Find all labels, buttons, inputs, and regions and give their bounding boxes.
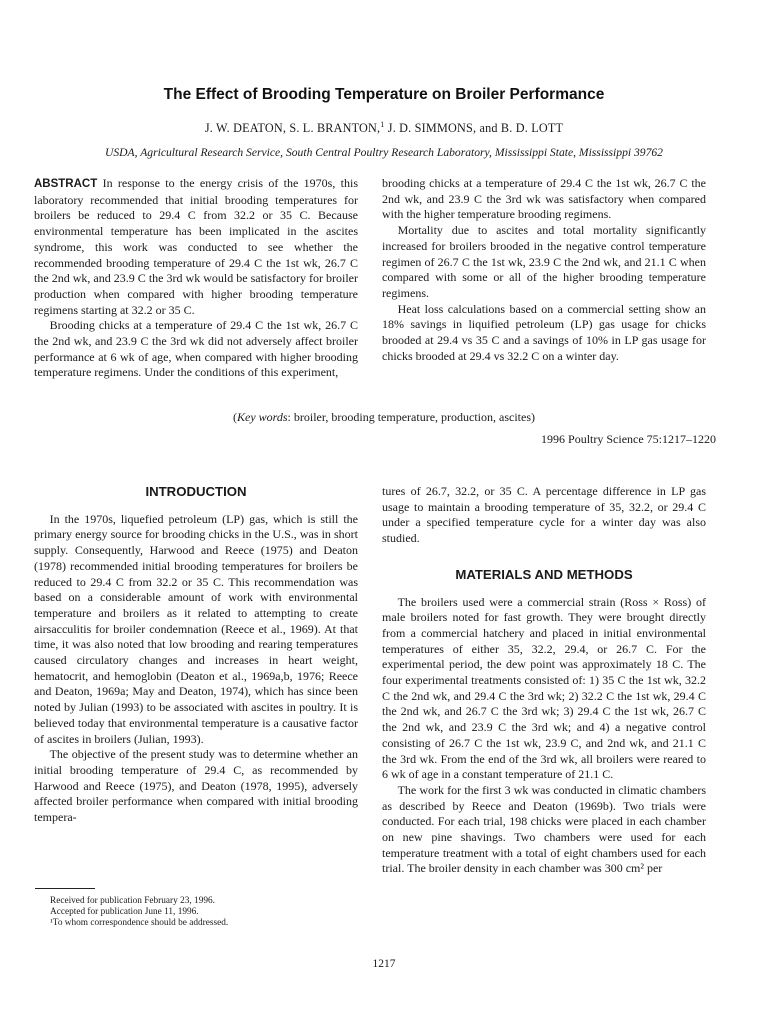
abstract-paragraph-1 — [34, 176, 358, 318]
body-left-column — [34, 484, 358, 826]
abstract-right-column — [382, 176, 706, 364]
abstract-paragraph-5: Heat loss calculations based on a commercial setting show an 18% savings in liquified petroleum (LP) gas usage for chicks brooded at 29.4 vs 35 C and a savings of 10% in LP gas usage for chicks brooded at 29.4 vs 32.2 C on a winter day. — [382, 301, 706, 363]
footnote-accepted: Accepted for publication June 11, 1996. — [50, 907, 199, 917]
introduction-paragraph-1: In the 1970s, liquefied petroleum (LP) gas, which is still the primary energy source for brooding chicks in the U.S., was in short supply. Consequently, Harwood and Reece (1975) and Deaton (1978) recommended initial brooding temperatures for broilers be reduced to 29.4 C from 32.2 or 35 C. This recommendation was based on a considerable amount of work with environmental temperature and broilers as it related to attempting to create airsacculitis for broiler condemnation (Reece et al., 1969). At that time, it was also noted that low brooding and rearing temperatures caused circulatory changes and increases in heart weight, hematocrit, and hemoglobin (Deaton et al., 1969a,b, 1976; Reece and Deaton, 1969a; May and Deaton, 1974), which has since been noted by Julian (1993) to be associated with ascites in poultry. It is believed today that environmental temperature is a causative factor of ascites in broilers (Julian, 1993). — [34, 511, 358, 746]
abstract-text-1: In response to the energy crisis of the 1970s, this laboratory recommended that initial brooding temperatures for broilers be reduced to 29.4 C from 32.2 or 35 C. Because environmental temperature has been implicated in the ascites syndrome, this work was conducted to see whether the recommended brooding temperature of 29.4 C the 1st wk, 26.7 C the 2nd wk, and 23.9 C the 3rd wk would be satisfactory for broiler production when compared with higher brooding temperature regimens starting at 32.2 or 35 C. — [34, 176, 359, 317]
keywords — [0, 410, 768, 425]
introduction-paragraph-2: The objective of the present study was to determine whether an initial brooding temperature of 29.4 C, as recommended by Harwood and Reece (1975), and Deaton (1978, 1995), adversely affected broiler performance when compared with initial brooding tempera- — [34, 747, 358, 825]
footnote-received: Received for publication February 23, 1996. — [50, 896, 215, 906]
abstract-left-column — [34, 176, 358, 381]
abstract-paragraph-3: brooding chicks at a temperature of 29.4 C the 1st wk, 26.7 C the 2nd wk, and 23.9 C the 3rd wk was satisfactory when compared with the higher temperature brooding regimens. — [382, 176, 706, 222]
affiliation: USDA, Agricultural Research Service, South Central Poultry Research Laboratory, Mississippi State, Mississippi 39762 — [105, 146, 663, 159]
methods-paragraph-1: The broilers used were a commercial strain (Ross × Ross) of male broilers noted for fast growth. They were brought directly from a commercial hatchery and placed in initial environmental temperatures of either 35, 32.2, 29.4, or 26.7 C. For the experimental period, the dew point was approximately 18 C. The four experimental treatments consisted of: 1) 35 C the 1st wk, 32.2 C the 2nd wk, and 29.4 C the 3rd wk; 2) 32.2 C the 1st wk, 29.4 C the 2nd wk, and 26.7 C the 3rd wk; 3) 29.4 C the 1st wk, 26.7 C the 2nd wk, and 23.9 C the 3rd wk; and 4) a negative control consisting of 26.7 C the 1st wk, 23.9 C, and 2nd wk, and 21.1 C the 3rd wk. From the end of the 3rd wk, all broilers were reared to 6 wk of age in a constant temperature of 21.1 C. — [382, 594, 706, 782]
author-list — [0, 120, 768, 136]
author-footnote-marker: 1 — [380, 120, 385, 129]
abstract-label: ABSTRACT — [34, 178, 98, 190]
introduction-continued: tures of 26.7, 32.2, or 35 C. A percentage difference in LP gas usage to maintain a brooding temperature of 35, 32.2, or 29.4 C under a specified temperature cycle for a winter day was also studied. — [382, 484, 706, 546]
footnote-divider — [35, 888, 95, 889]
abstract-paragraph-4: Mortality due to ascites and total mortality significantly increased for broilers brooded in the negative control temperature regimen of 26.7 C the 1st wk, 23.9 C the 2nd wk, and 21.1 C when compared with some or all of the higher brooding temperature regimens. — [382, 223, 706, 300]
methods-paragraph-2: The work for the first 3 wk was conducted in climatic chambers as described by Reece and Deaton (1969b). Two trials were conducted. For each trial, 198 chicks were placed in each chamber on new pine shavings. Two chambers were used for each temperature treatment with a total of eight chambers used for each trial. The broiler density in each chamber was 300 cm² per — [382, 782, 706, 876]
footnote-correspondence: ¹To whom correspondence should be addressed. — [50, 918, 229, 928]
keywords-label: Key words — [236, 410, 288, 424]
footnotes — [50, 896, 350, 929]
abstract-paragraph-2: Brooding chicks at a temperature of 29.4 C the 1st wk, 26.7 C the 2nd wk, and 23.9 C the 3rd wk did not adversely affect broiler performance at 6 wk of age, when compared with higher brooding temperature regimens. Under the conditions of this experiment, — [34, 318, 358, 380]
page-number: 1217 — [372, 958, 396, 970]
introduction-heading: INTRODUCTION — [145, 484, 247, 499]
journal-citation: 1996 Poultry Science 75:1217–1220 — [541, 432, 716, 446]
authors-first: J. W. DEATON, S. L. BRANTON, — [204, 121, 381, 136]
authors-rest: J. D. SIMMONS, and B. D. LOTT — [384, 121, 564, 136]
keywords-text: : broiler, brooding temperature, production, ascites) — [287, 410, 535, 424]
methods-heading: MATERIALS AND METHODS — [455, 566, 633, 582]
paper-title: The Effect of Brooding Temperature on Broiler Performance — [163, 86, 605, 103]
body-right-column — [382, 484, 706, 877]
keywords-open: ( — [232, 410, 237, 424]
